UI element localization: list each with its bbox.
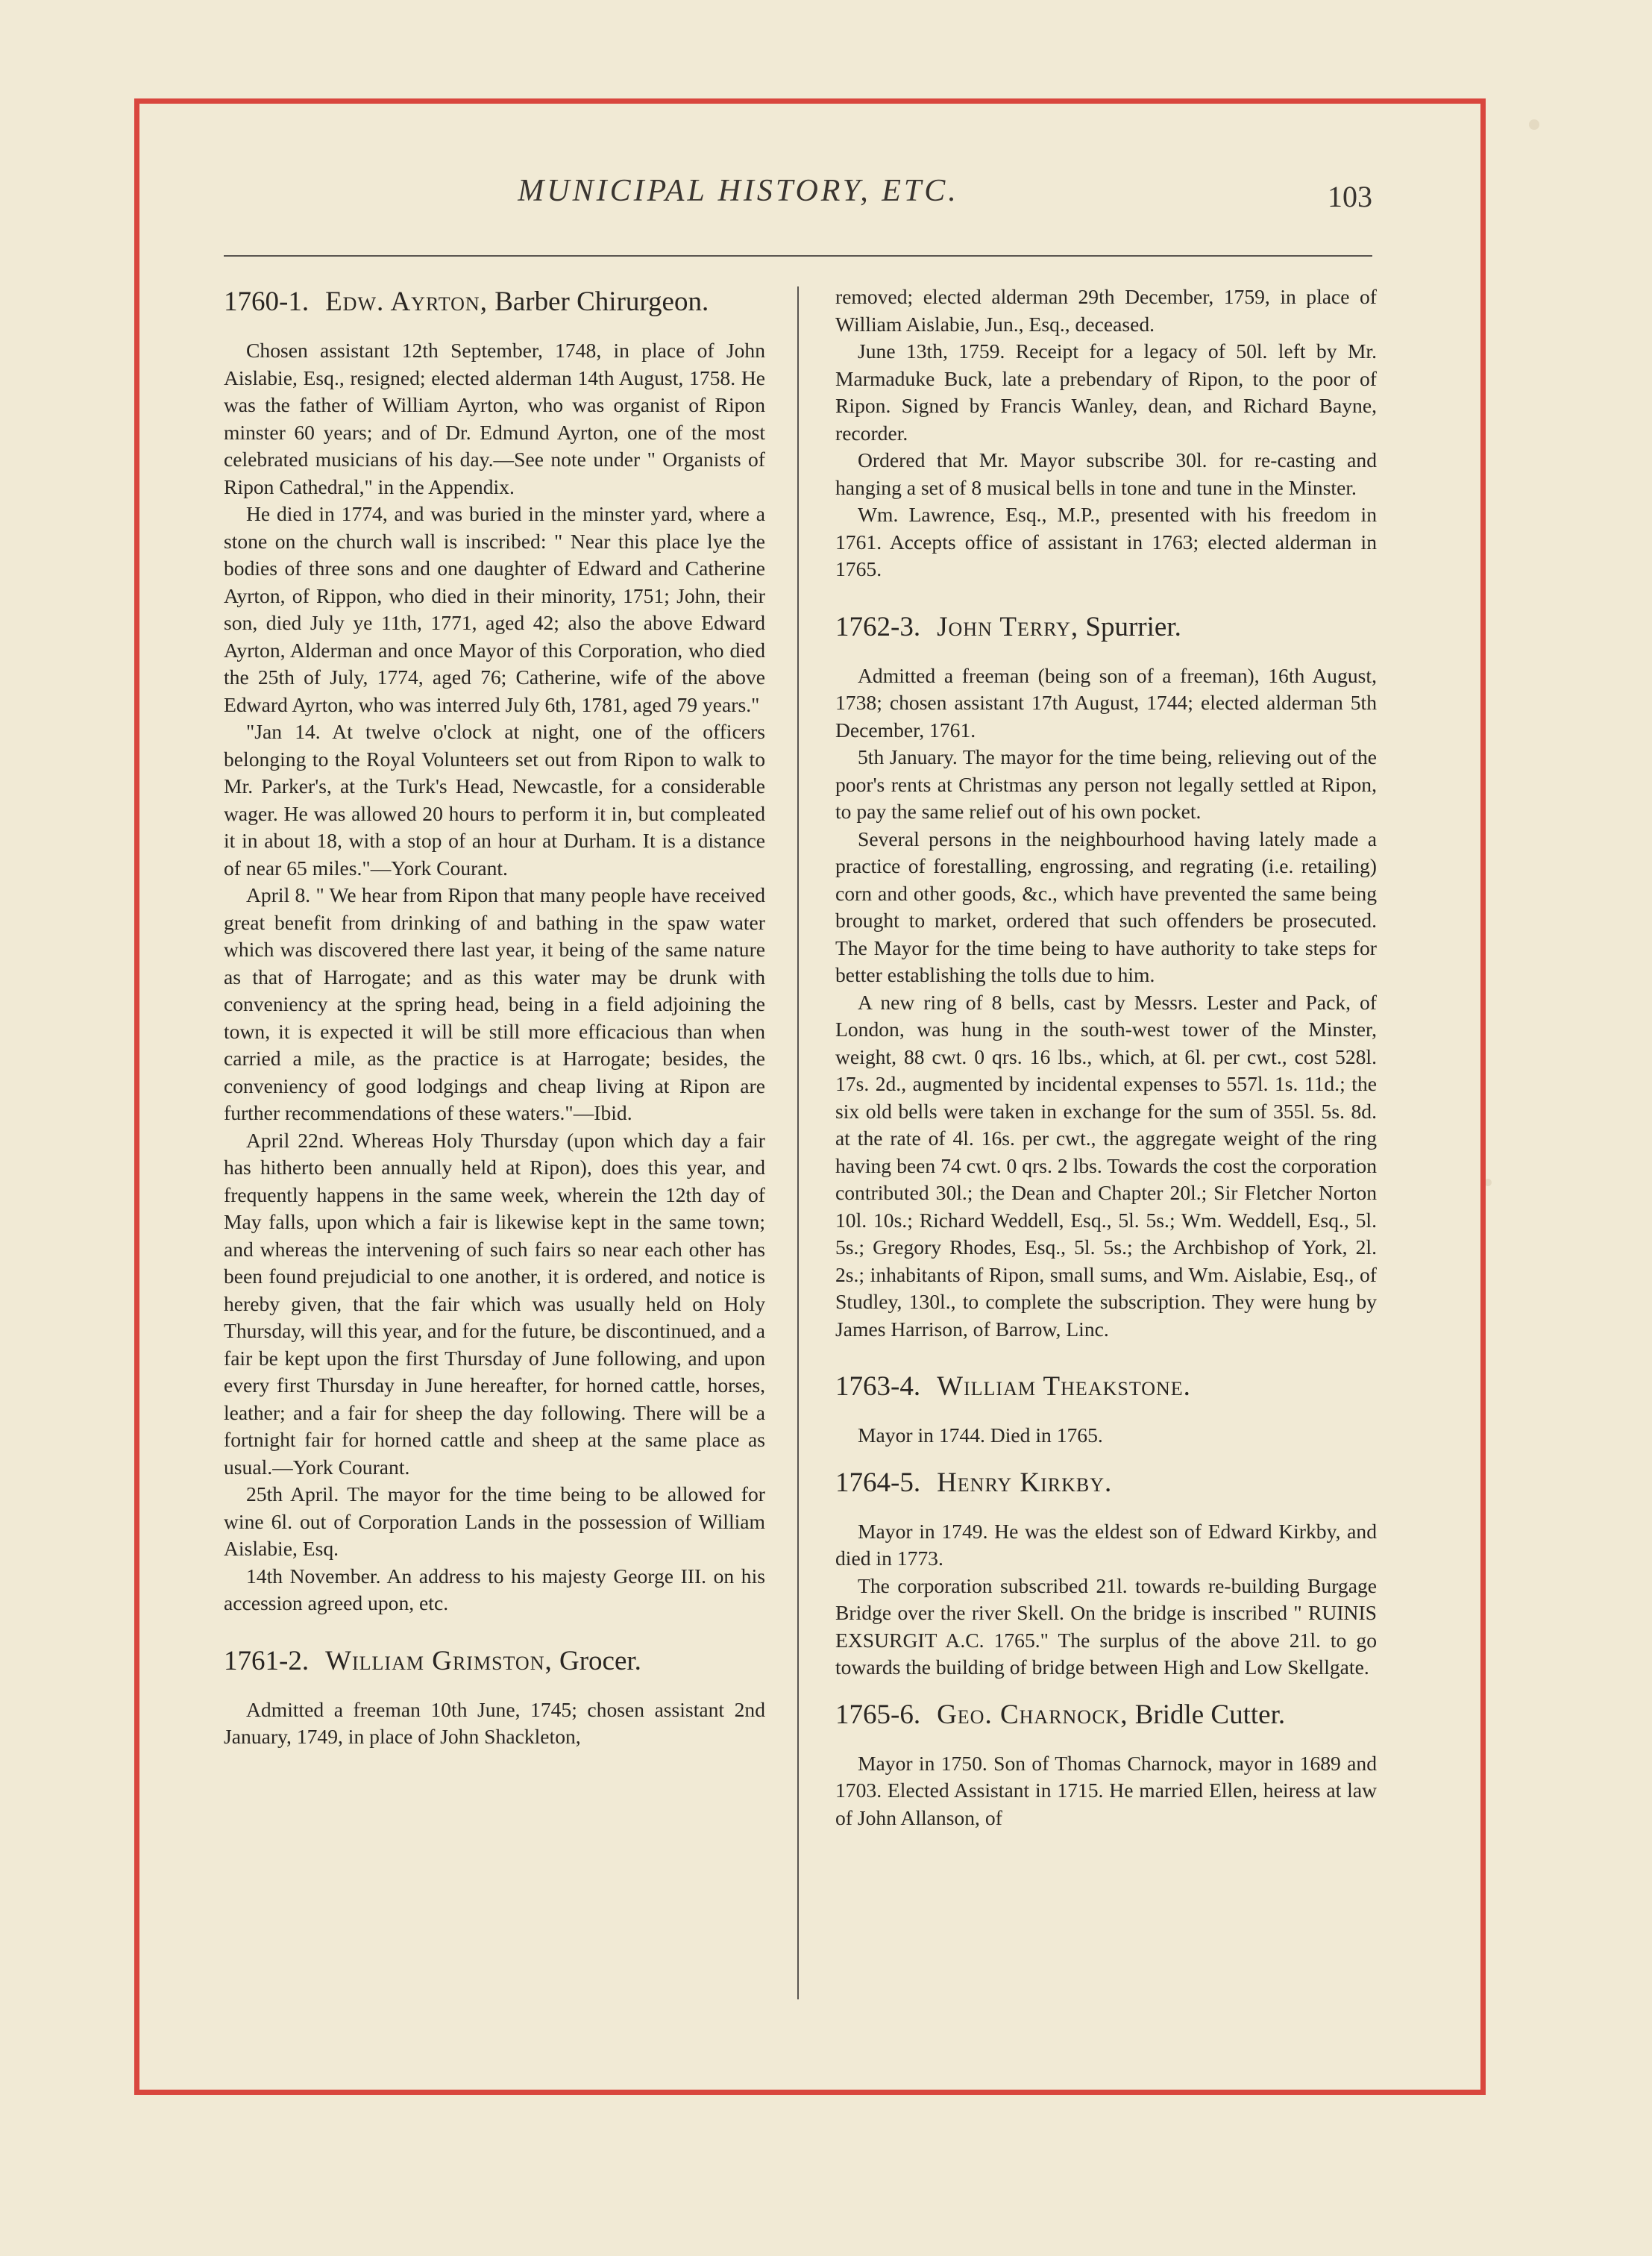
spacer [835,583,1377,609]
entry-year: 1765-6. [835,1699,921,1730]
running-head [224,173,1372,225]
column-divider [797,286,799,1999]
paragraph: A new ring of 8 bells, cast by Messrs. Lester and Pack, of London, was hung in the south-west tower of the Minster, weight, 88 cwt. 0 qrs. 16 lbs., which, at 6l. per cwt., cost 528l. 17s. 2d., augmented by incidental expenses to 557l. 1s. 11d.; the six old bells were taken in exchange for the sum of 355l. 5s. 8d. at the rate of 4l. 16s. per cwt., the aggregate weight of the ring having been 74 cwt. 0 qrs. 2 lbs. Towards the cost the corporation contributed 30l.; the Dean and Chapter 20l.; Sir Fletcher Norton 10l. 10s.; Richard Weddell, Esq., 5l. 5s.; Wm. Weddell, Esq., 5l. 5s.; Gregory Rhodes, Esq., 5l. 5s.; the Archbishop of York, 2l. 2s.; inhabitants of Ripon, small sums, and Wm. Aislabie, Esq., of Studley, 130l., to complete the subscription. They were hung by James Harrison, of Barrow, Linc. [835,990,1377,1341]
running-title: MUNICIPAL HISTORY, ETC. [518,174,959,208]
paragraph: Mayor in 1750. Son of Thomas Charnock, mayor in 1689 and 1703. Elected Assistant in 1715. He married Ellen, heiress at law of John Allanson, of [835,1751,1377,1829]
entry-name: Henry Kirkby. [937,1467,1113,1498]
entry-name: Edw. Ayrton, [325,286,488,317]
paragraph: "Jan 14. At twelve o'clock at night, one of the officers belonging to the Royal Volunteers set out from Ripon to walk to Mr. Parker's, at the Turk's Head, Newcastle, for a considerable wager. He was allowed 20 hours to perform it in, but compleated it in about 18, with a stop of an hour at Durham. It is a distance of near 65 miles."—York Courant. [224,720,765,880]
entry-heading [835,1368,1377,1406]
paragraph: Mayor in 1744. Died in 1765. [858,1423,1103,1447]
paragraph: April 8. " We hear from Ripon that many people have received great benefit from drinking of and bathing in the spaw water which was discovered there last year, it being of the same nature as that of Harrogate; and as this water may be drunk with conveniency at the spring head, being in a field adjoining the town, it is expected it will be still more efficacious than when carried a mile, as the practice is at Harrogate; besides, the conveniency of good lodgings and cheap living at Ripon are further recommendations of these waters."—Ibid. [224,883,765,1124]
spacer [835,1450,1377,1464]
entry-name: William Theakstone. [937,1371,1191,1402]
paragraph: Admitted a freeman (being son of a freeman), 16th August, 1738; chosen assistant 17th August, 1744; elected alderman 5th December, 1761. [835,663,1377,742]
paragraph: removed; elected alderman 29th December, 1759, in place of William Aislabie, Jun., Esq., deceased. [835,285,1377,336]
paragraph: Mayor in 1749. He was the eldest son of Edward Kirkby, and died in 1773. [835,1519,1377,1570]
paragraph: April 22nd. Whereas Holy Thursday (upon which day a fair has hitherto been annually held at Ripon), does this year, and frequently happens in the same week, wherein the 12th day of May falls, upon which a fair is likewise kept in the same town; and whereas the intervening of such fairs so near each other has been found prejudicial to one another, it is ordered, and notice is hereby given, that the fair which was usually held on Holy Thursday, will this year, and for the future, be discontinued, and a fair be kept upon the first Thursday of June following, and upon every first Thursday in June hereafter, for horned cattle, horses, leather; and a fair for sheep the day following. There will be a fortnight fair for horned cattle and sheep at the same place as usual.—York Courant. [224,1128,765,1479]
entry-year: 1763-4. [835,1371,921,1402]
paragraph: June 13th, 1759. Receipt for a legacy of 50l. left by Mr. Marmaduke Buck, late a prebendary of Ripon, to the poor of Ripon. Signed by Francis Wanley, dean, and Richard Bayne, recorder. [835,339,1377,445]
entry-occupation: Spurrier. [1085,611,1181,642]
header-rule [224,255,1372,257]
entry-heading [835,1464,1377,1502]
entry-name: William Grimston, [325,1645,553,1676]
paragraph: The corporation subscribed 21l. towards re-building Burgage Bridge over the river Skell. On the bridge is inscribed " RUINIS EXSURGIT A.C. 1765." The surplus of the above 21l. to go towards the building of bridge between High and Low Skellgate. [835,1573,1377,1679]
entry-year: 1764-5. [835,1467,921,1498]
paragraph: He died in 1774, and was buried in the minster yard, where a stone on the church wall is inscribed: " Near this place lye the bodies of three sons and one daughter of Edward and Catherine Ayrton, of Rippon, who died in their minority, 1751; John, their son, died July ye 11th, 1771, aged 42; also the above Edward Ayrton, Alderman and once Mayor of this Corporation, who died the 25th of July, 1774, aged 76; Catherine, wife of the above Edward Ayrton, who was interred July 6th, 1781, aged 79 years." [224,502,765,716]
paper-stain [1529,119,1539,130]
entry-heading [224,1643,765,1680]
entry-name: Geo. Charnock, [937,1699,1128,1730]
paragraph: 5th January. The mayor for the time being, relieving out of the poor's rents at Christmas any person not legally settled at Ripon, to pay the same relief out of his own pocket. [835,745,1377,823]
paragraph: Chosen assistant 12th September, 1748, in place of John Aislabie, Esq., resigned; elected alderman 14th August, 1758. He was the father of William Ayrton, who was organist of Ripon minster 60 years; and of Dr. Edmund Ayrton, one of the most celebrated musicians of his day.—See note under " Organists of Ripon Cathedral," in the Appendix. [224,339,765,498]
entry-year: 1761-2. [224,1645,310,1676]
spacer [835,1682,1377,1696]
entry-year: 1762-3. [835,611,921,642]
entry-heading [835,609,1377,646]
paragraph: 25th April. The mayor for the time being to be allowed for wine 6l. out of Corporation Lands in the possession of William Aislabie, Esq. [224,1482,765,1560]
paragraph: Admitted a freeman 10th June, 1745; chosen assistant 2nd January, 1749, in place of John Shackleton, [224,1697,765,1748]
page-number: 103 [1328,180,1372,213]
spacer [224,1617,765,1643]
paragraph: 14th November. An address to his majesty George III. on his accession agreed upon, etc. [224,1564,765,1614]
paragraph: Wm. Lawrence, Esq., M.P., presented with his freedom in 1761. Accepts office of assistant in 1763; elected alderman in 1765. [835,503,1377,580]
paragraph: Several persons in the neighbourhood having lately made a practice of forestalling, engrossing, and regrating (i.e. retailing) corn and other goods, &c., which have prevented the same being brought to market, ordered that such offenders be prosecuted. The Mayor for the time being to have authority to take steps for better establishing the tolls due to him. [835,827,1377,986]
entry-heading [224,283,765,321]
left-column [224,283,765,1751]
entry-occupation: Grocer. [559,1645,641,1676]
right-column [835,283,1377,1832]
paragraph: Ordered that Mr. Mayor subscribe 30l. for re-casting and hanging a set of 8 musical bells in tone and tune in the Minster. [835,448,1377,499]
entry-year: 1760-1. [224,286,310,317]
entry-heading [835,1696,1377,1734]
entry-occupation: Barber Chirurgeon. [494,286,709,317]
entry-name: John Terry, [937,611,1079,642]
spacer [835,1343,1377,1368]
entry-occupation: Bridle Cutter. [1134,1699,1286,1730]
